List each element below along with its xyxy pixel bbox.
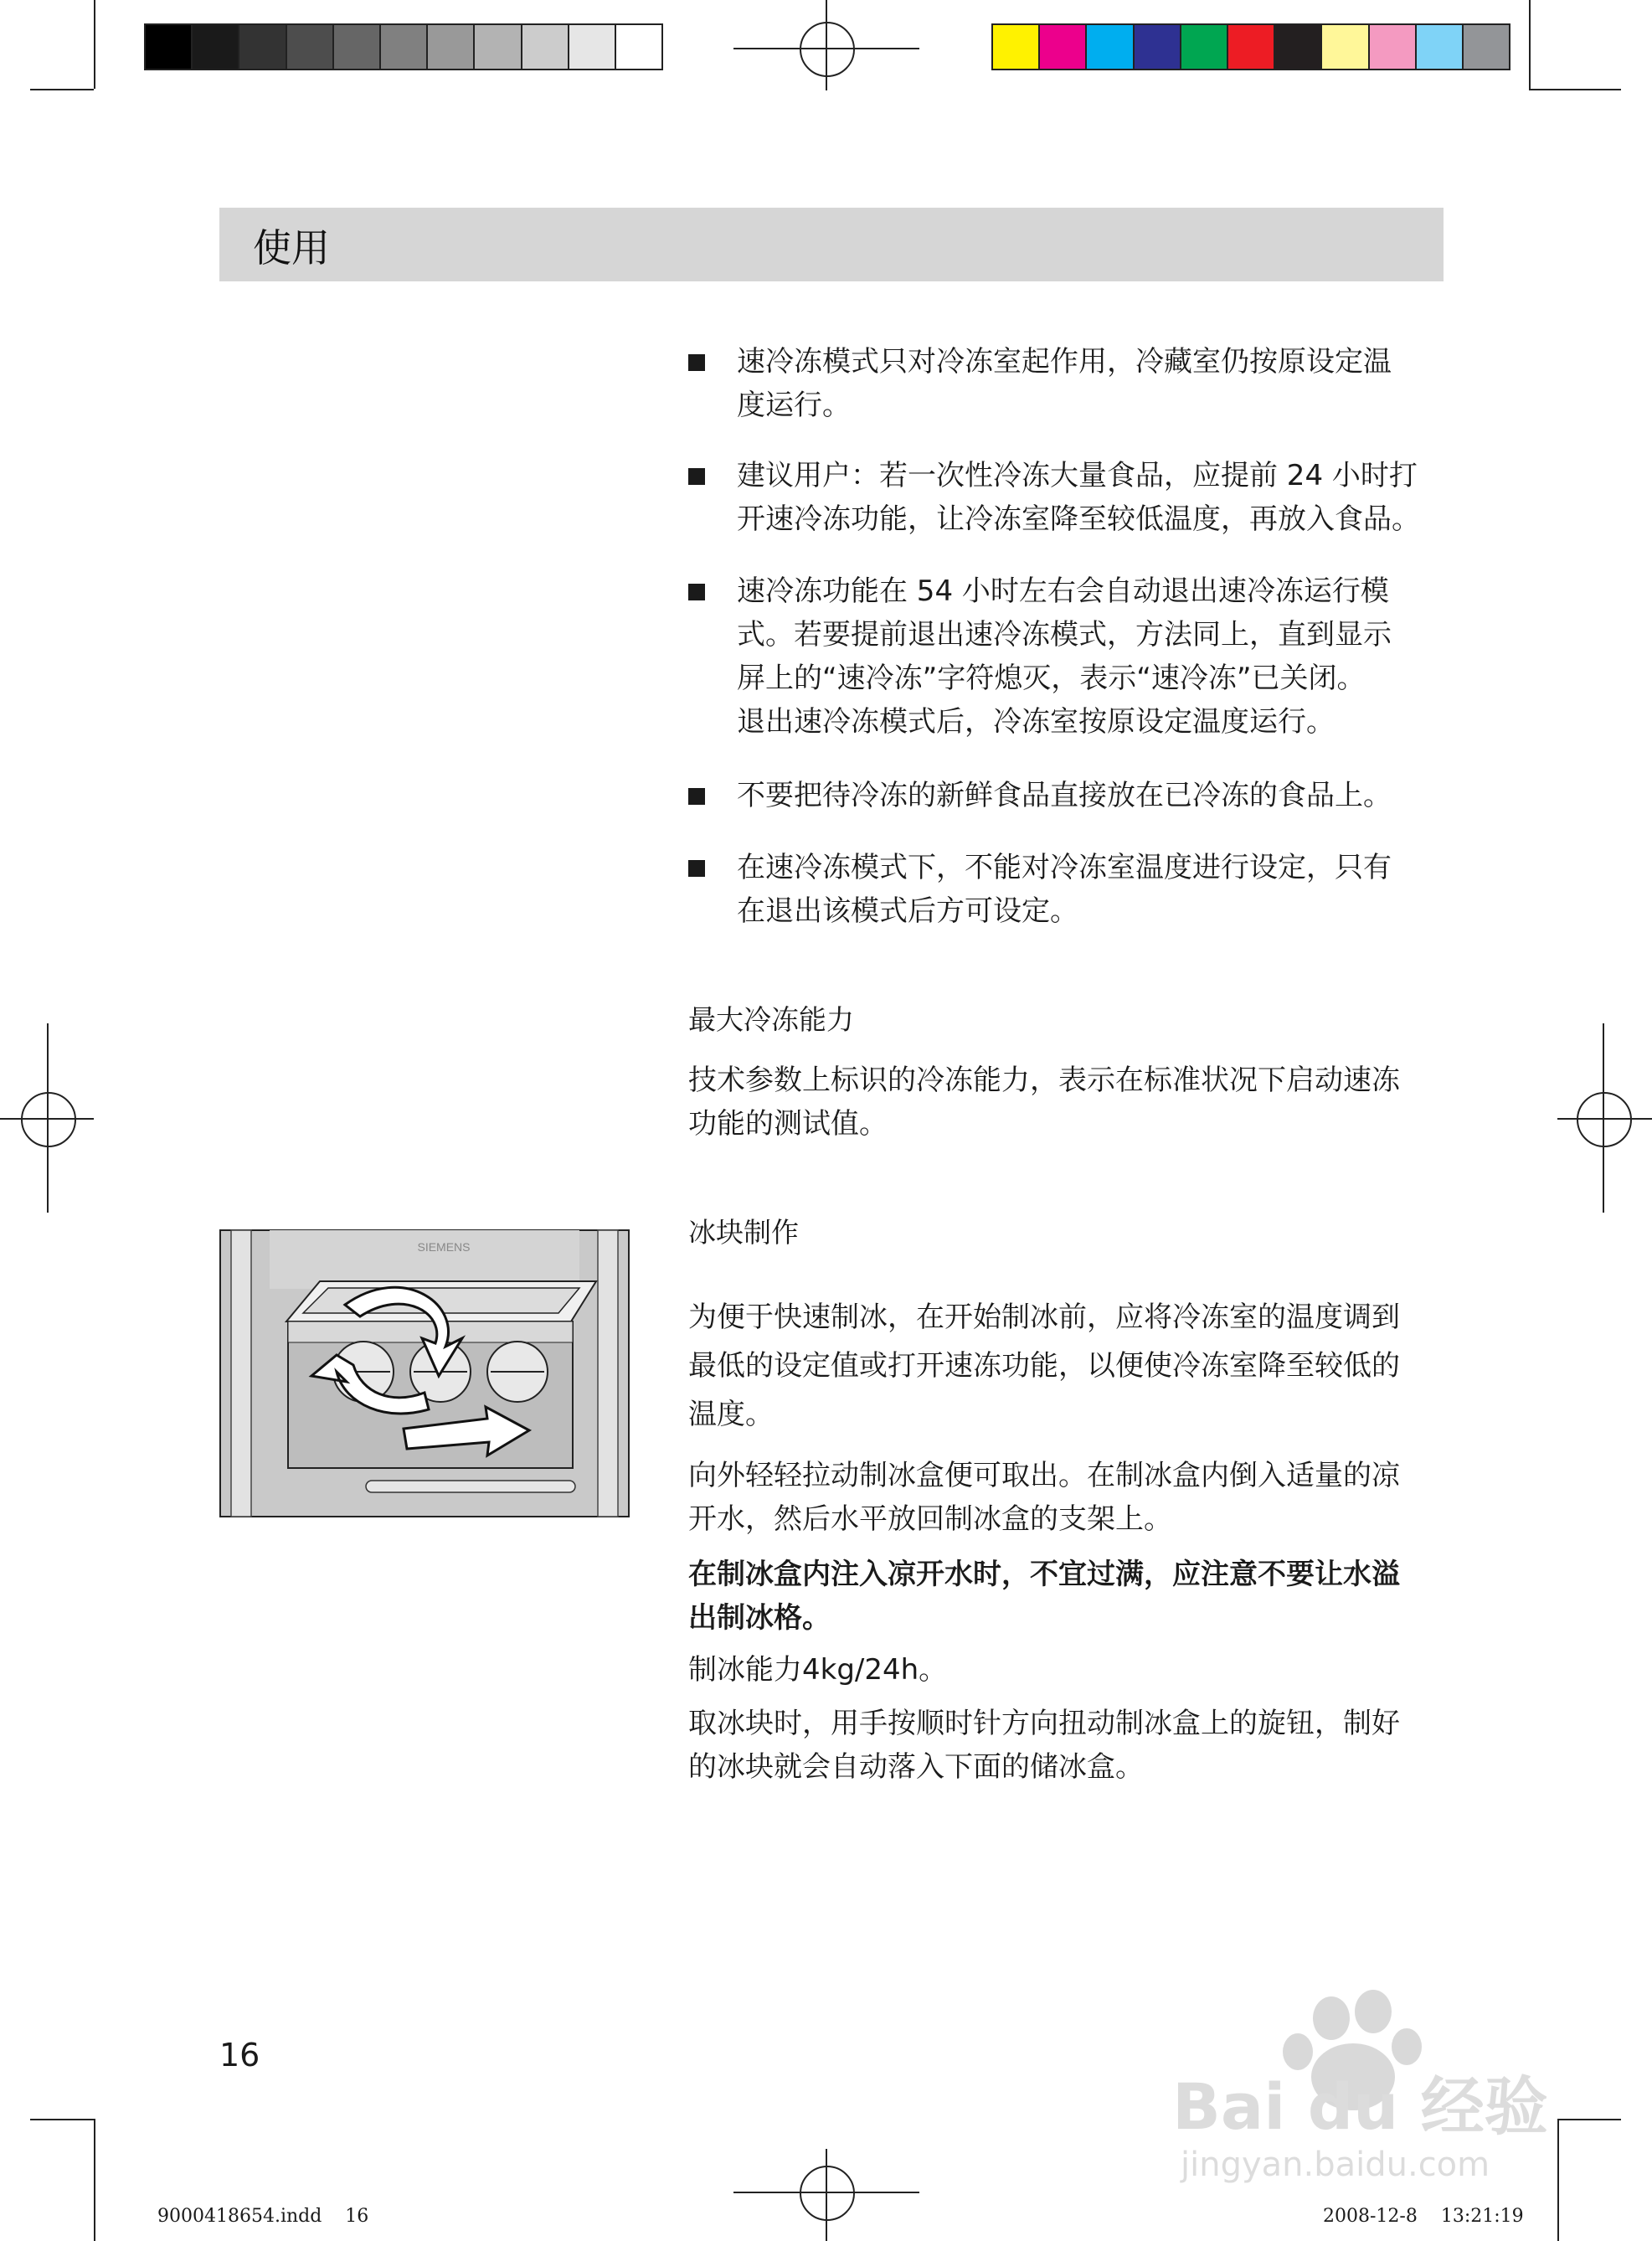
ice-maker-illustration [219,1229,630,1517]
section-header [219,208,1444,281]
list-item [688,340,1444,427]
color-swatch [522,25,569,69]
page-number: 16 [219,2037,260,2074]
registration-mark-icon [21,1092,76,1147]
color-swatch [1040,25,1087,69]
watermark-url: jingyan.baidu.com [1181,2146,1490,2184]
square-bullet-icon [688,788,705,805]
color-swatch [1228,25,1275,69]
square-bullet-icon [688,860,705,877]
color-swatch [569,25,616,69]
color-swatch [239,25,286,69]
color-swatch [428,25,475,69]
paw-icon [1164,1985,1557,2186]
color-swatch [381,25,428,69]
paragraph: 取冰块时，用手按顺时针方向扭动制冰盒上的旋钮，制好 的冰块就会自动落入下面的储冰盒。 [688,1707,1400,1784]
grayscale-color-bar [144,23,663,70]
list-item [688,846,1444,933]
color-swatch [616,25,661,69]
bullet-text: 速冷冻模式只对冷冻室起作用，冷藏室仍按原设定温 度运行。 [737,345,1392,422]
watermark-logo-text: Bai du 经验 [1172,2069,1548,2144]
color-swatch [287,25,334,69]
bullet-text: 不要把待冷冻的新鲜食品直接放在已冷冻的食品上。 [737,779,1392,812]
paragraph: 向外轻轻拉动制冰盒便可取出。在制冰盒内倒入适量的凉 开水，然后水平放回制冰盒的支架上。 [688,1459,1400,1536]
bullet-text: 速冷冻功能在 54 小时左右会自动退出速冷冻运行模 式。若要提前退出速冷冻模式，方法同上，直到显示 屏上的“速冷冻”字符熄灭，表示“速冷冻”已关闭。 退出速冷冻模式后，冷冻室按原设定温度运行。 [737,574,1392,739]
paragraph: 为便于快速制冰，在开始制冰前，应将冷冻室的温度调到 最低的设定值或打开速冻功能，以便使冷冻室降至较低的 温度。 [688,1301,1400,1431]
bullet-text: 在速冷冻模式下，不能对冷冻室温度进行设定，只有 在退出该模式后方可设定。 [737,851,1392,928]
color-swatch [1370,25,1417,69]
bullet-text: 建议用户：若一次性冷冻大量食品，应提前 24 小时打 开速冷冻功能，让冷冻室降至较低温度，再放入食品。 [737,459,1420,536]
color-swatch [146,25,193,69]
footer-file-info: 9000418654.indd 16 [157,2206,369,2227]
color-swatch [1181,25,1228,69]
color-swatch [193,25,239,69]
list-item [688,774,1444,817]
paragraph: 技术参数上标识的冷冻能力，表示在标准状况下启动速冻 功能的测试值。 [688,1064,1400,1141]
color-swatch [1464,25,1509,69]
color-swatch [475,25,522,69]
registration-mark-icon [1577,1092,1632,1147]
registration-mark-icon [800,2166,855,2221]
color-swatch [993,25,1040,69]
color-swatch [1087,25,1134,69]
registration-mark-icon [800,22,855,77]
list-item [688,454,1444,541]
subsection-heading: 最大冷冻能力 [688,1003,854,1036]
color-swatch [334,25,381,69]
square-bullet-icon [688,584,705,600]
brand-logo: SIEMENS [417,1240,471,1254]
list-item [688,569,1444,744]
subsection-heading: 冰块制作 [688,1216,799,1249]
section-title: 使用 [253,225,330,270]
baidu-watermark [1164,1985,1557,2186]
footer-date-info: 2008-12-8 13:21:19 [1323,2206,1524,2227]
warning-text: 在制冰盒内注入凉开水时，不宜过满，应注意不要让水溢 出制冰格。 [688,1558,1400,1635]
square-bullet-icon [688,354,705,371]
capacity-text: 制冰能力4kg/24h。 [688,1653,948,1687]
color-swatch [1322,25,1369,69]
color-swatch [1417,25,1464,69]
process-color-bar [991,23,1510,70]
color-swatch [1135,25,1181,69]
color-swatch [1275,25,1322,69]
square-bullet-icon [688,468,705,485]
